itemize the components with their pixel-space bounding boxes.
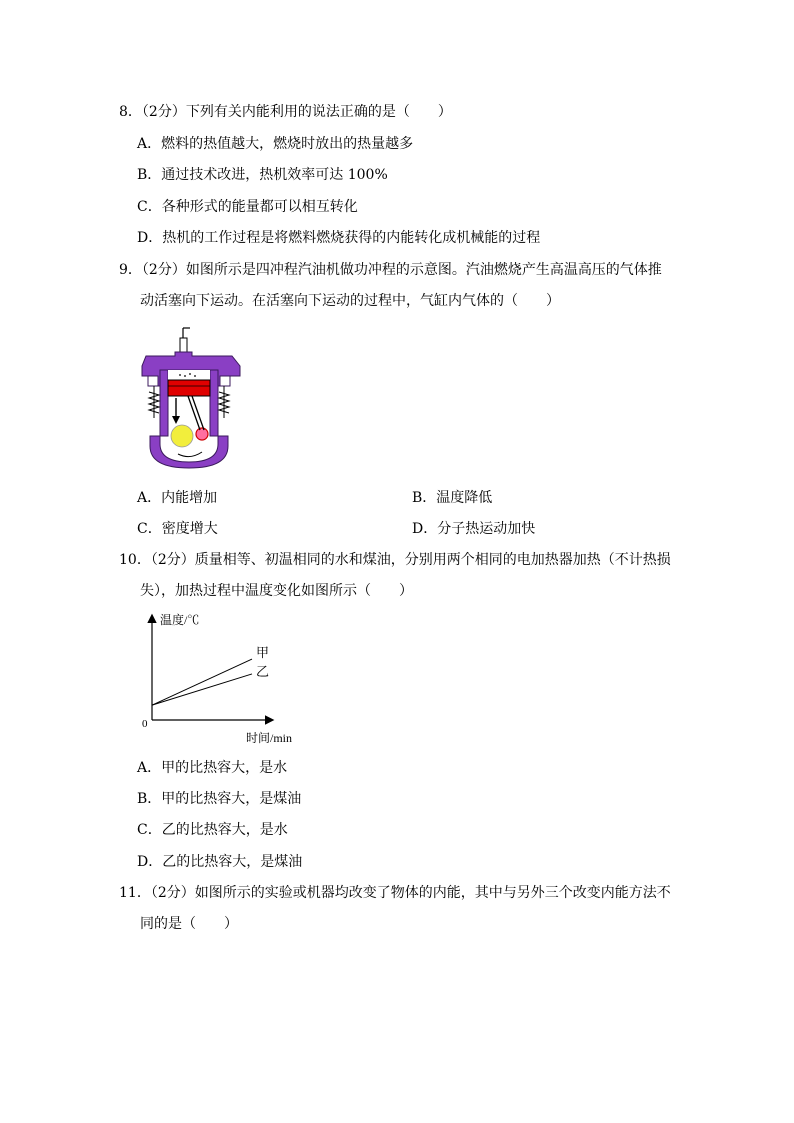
q10-option-b: B．甲的比热容大，是煤油 (137, 791, 302, 807)
q9-option-a: A．内能增加 (137, 490, 218, 506)
y-axis-label: 温度/℃ (160, 613, 200, 627)
q8-option-a: A．燃料的热值越大，燃烧时放出的热量越多 (137, 136, 414, 152)
origin-label: 0 (142, 718, 148, 730)
x-axis-label: 时间/min (246, 731, 293, 745)
q10-option-a: A．甲的比热容大，是水 (137, 760, 288, 776)
q8-option-d: D．热机的工作过程是将燃料燃烧获得的内能转化成机械能的过程 (137, 230, 541, 246)
crank (196, 428, 208, 440)
q11-stem-line2: 同的是（ ） (140, 916, 238, 932)
q9-option-b: B．温度降低 (412, 490, 493, 506)
q10-option-d: D．乙的比热容大，是煤油 (137, 854, 303, 870)
flywheel (171, 425, 193, 447)
q10-option-c: C．乙的比热容大，是水 (137, 822, 288, 838)
q11-stem-line1: 11．（2分）如图所示的实验或机器均改变了物体的内能，其中与另外三个改变内能方法不 (119, 885, 671, 901)
q9-stem-line1: 9．（2分）如图所示是四冲程汽油机做功冲程的示意图。汽油燃烧产生高温高压的气体推 (119, 262, 662, 278)
exhaust-port (220, 376, 230, 386)
series-label-jia: 甲 (256, 645, 270, 661)
series-line-yi (152, 674, 252, 705)
piston-motion-arrow-head (172, 416, 180, 424)
series-line-jia (152, 659, 252, 705)
rotation-arrow (178, 452, 202, 457)
q10-stem-line2: 失），加热过程中温度变化如图所示（ ） (140, 583, 413, 599)
q9-option-d: D．分子热运动加快 (412, 521, 536, 537)
q9-option-c: C．密度增大 (137, 521, 218, 537)
temperature-time-chart (138, 608, 298, 748)
engine-diagram (140, 326, 260, 471)
q10-stem-line1: 10．（2分）质量相等、初温相同的水和煤油，分别用两个相同的电加热器加热（不计热损 (119, 552, 671, 568)
piston (168, 380, 210, 396)
intake-valve-spring (149, 386, 159, 418)
q8-option-c: C．各种形式的能量都可以相互转化 (137, 199, 358, 215)
cylinder-wall-left (160, 370, 168, 436)
q8-stem: 8．（2分）下列有关内能利用的说法正确的是（ ） (119, 104, 452, 120)
q8-option-b: B．通过技术改进，热机效率可达 100% (137, 167, 388, 183)
intake-port (148, 376, 158, 386)
cylinder-wall-right (210, 370, 218, 436)
q9-stem-line2: 动活塞向下运动。在活塞向下运动的过程中，气缸内气体的（ ） (140, 293, 560, 309)
series-label-yi: 乙 (256, 663, 270, 679)
exhaust-valve-spring (219, 386, 229, 418)
combustion-chamber (168, 370, 210, 380)
